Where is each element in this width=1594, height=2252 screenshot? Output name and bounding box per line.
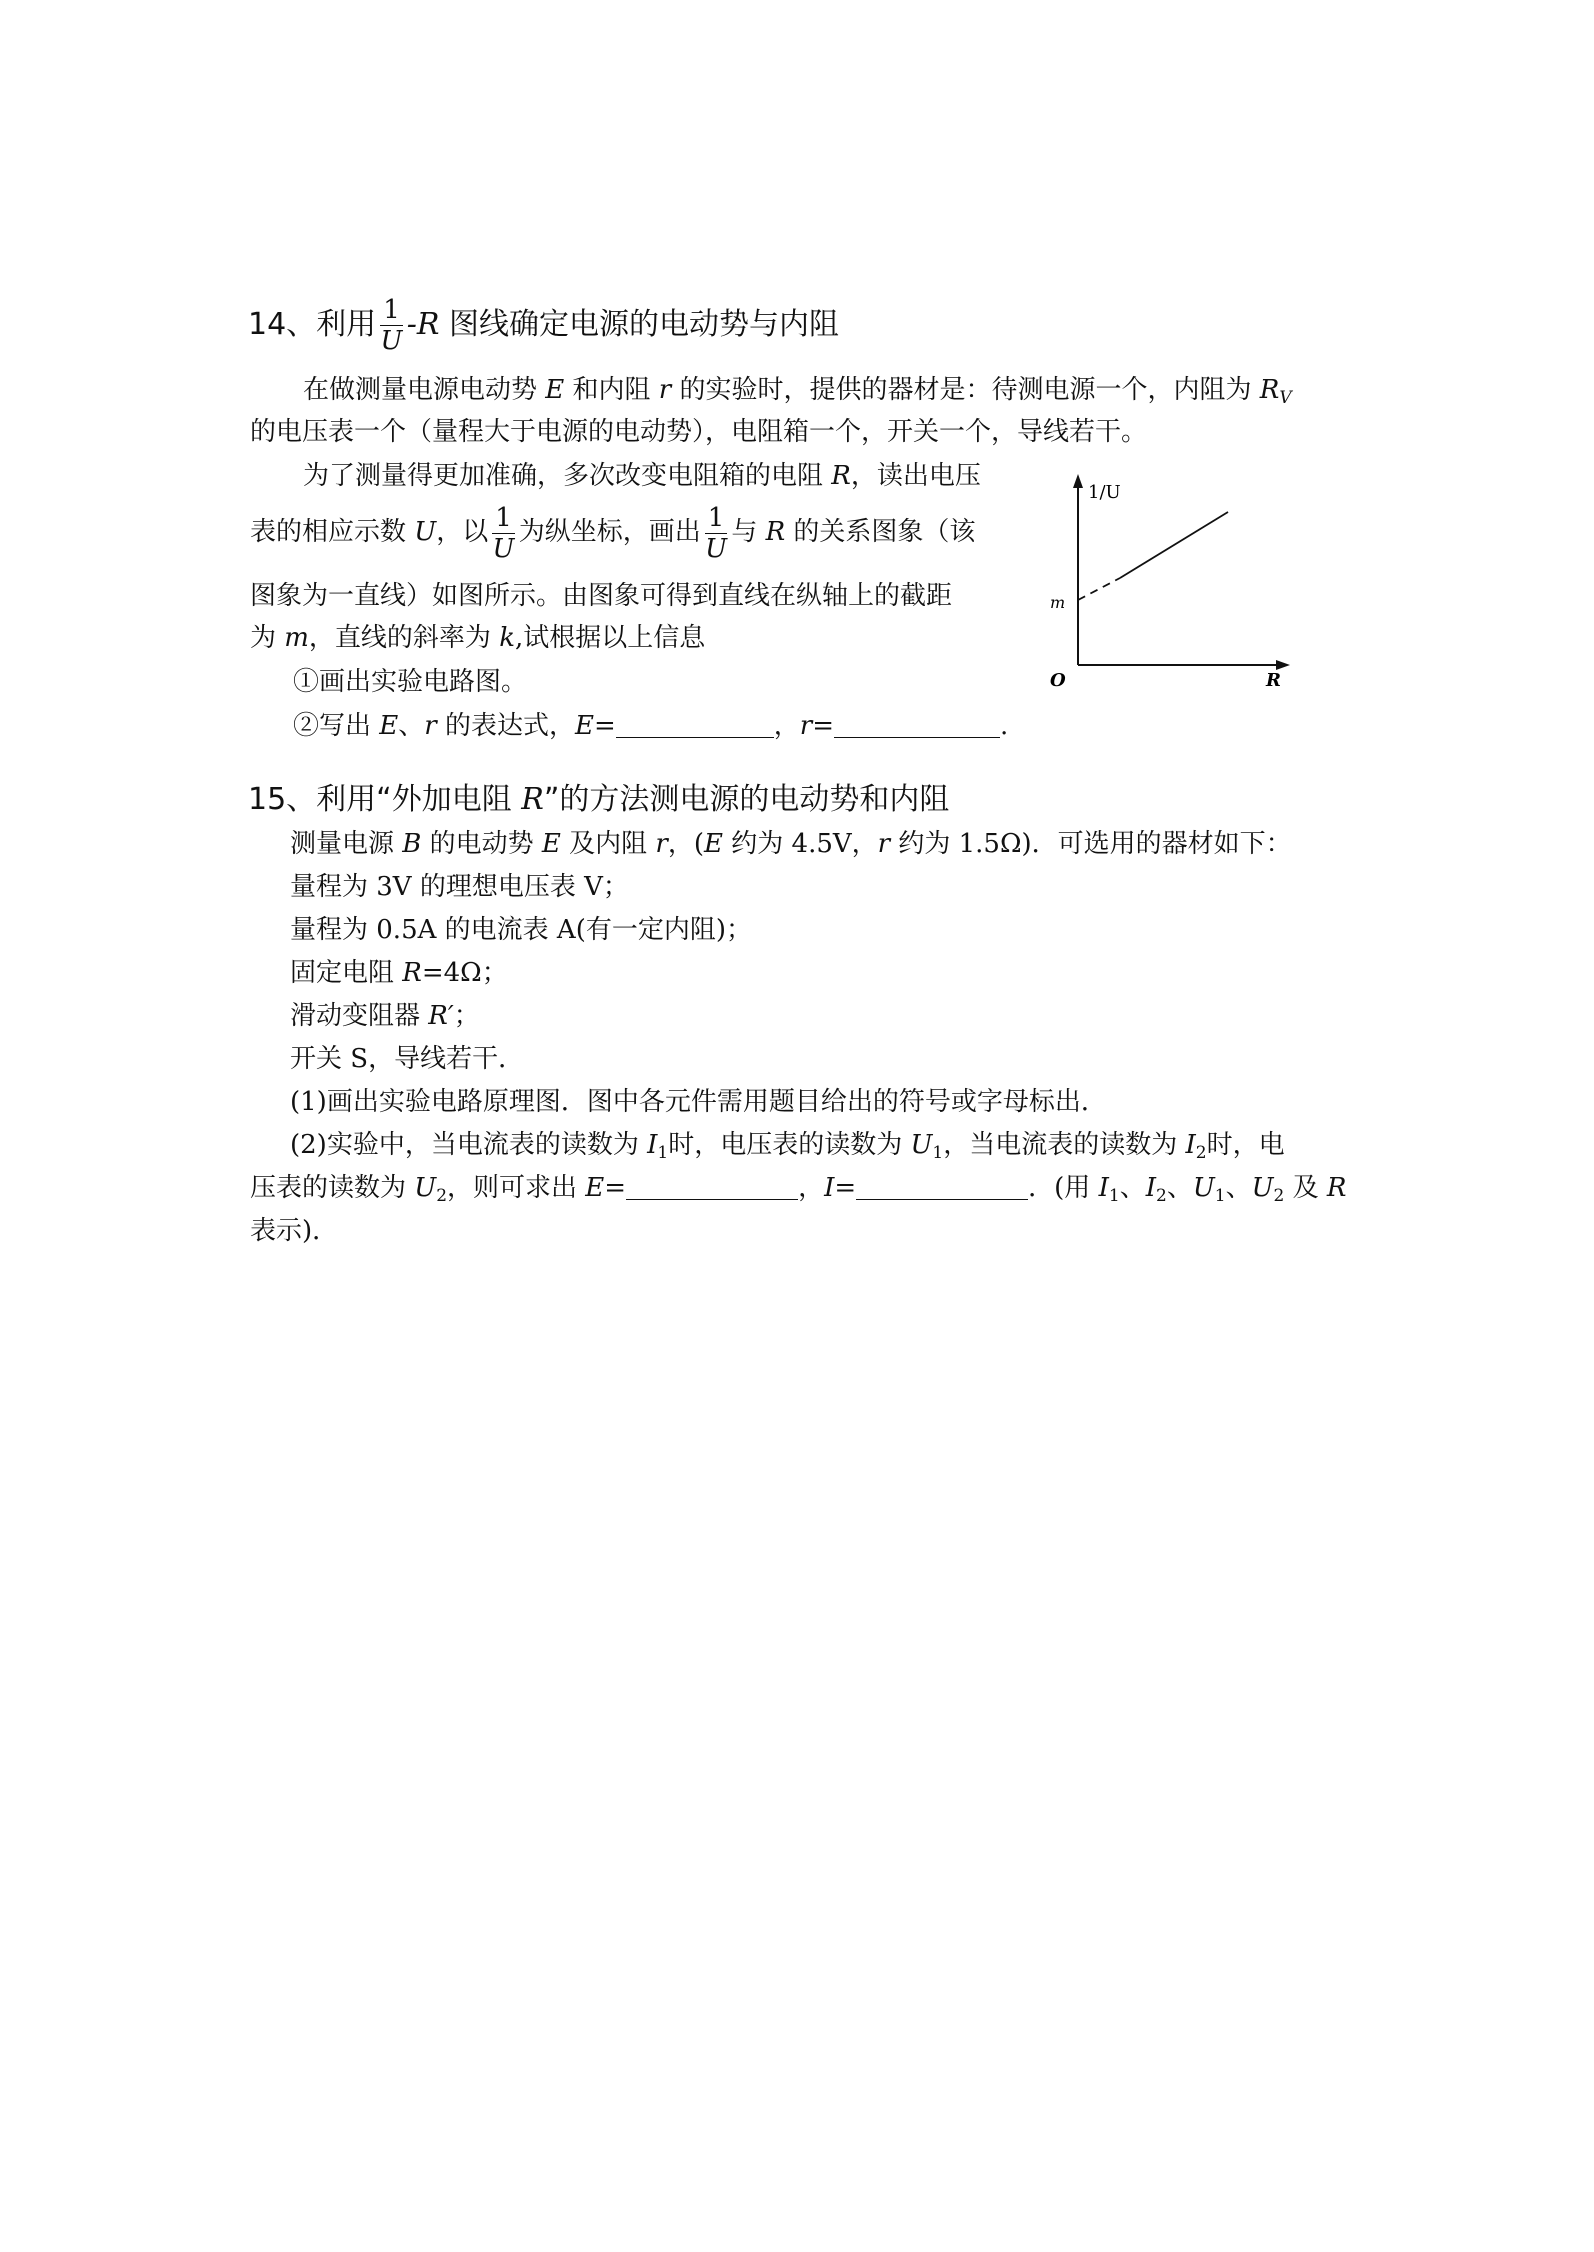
text: 、 xyxy=(398,711,425,741)
q14-heading-suffix: 图线确定电源的电动势与内阻 xyxy=(439,307,840,342)
text: 压表的读数为 xyxy=(250,1173,415,1203)
var-r: r xyxy=(655,829,668,859)
extrapolated-line xyxy=(1078,578,1120,600)
fraction-1-over-U xyxy=(492,503,515,564)
text: 、 xyxy=(1119,1173,1146,1203)
q15-line-4 xyxy=(290,955,508,991)
q15-line-1 xyxy=(290,826,1292,862)
text: 测量电源 xyxy=(290,829,403,859)
text: 为了测量得更加准确，多次改变电阻箱的电阻 xyxy=(303,461,832,491)
one-over-u-vs-r-graph xyxy=(1040,470,1300,690)
var-U: U xyxy=(414,1173,437,1203)
text: 为 xyxy=(250,623,285,653)
text: ”的方法测电源的电动势和内阻 xyxy=(543,782,950,817)
x-axis-arrow xyxy=(1276,660,1290,670)
var-R: R xyxy=(765,517,786,547)
subscript: 2 xyxy=(436,1186,448,1206)
text: 、 xyxy=(1166,1173,1193,1203)
var-B: B xyxy=(402,829,422,859)
text: 约为 1.5Ω)．可选用的器材如下： xyxy=(890,829,1292,859)
q14-item-2 xyxy=(293,708,1008,744)
fraction-denominator: U xyxy=(492,533,515,564)
q15-line-6: 开关 S，导线若干． xyxy=(290,1044,525,1074)
var-E: E xyxy=(585,1173,605,1203)
text: = xyxy=(834,1173,857,1203)
var-U: U xyxy=(1251,1173,1274,1203)
answer-blank-I[interactable] xyxy=(856,1173,1028,1200)
var-U: U xyxy=(1192,1173,1215,1203)
text: (2)实验中，当电流表的读数为 xyxy=(290,1130,648,1160)
var-r: r xyxy=(877,829,891,859)
q14-paragraph-line-1 xyxy=(303,372,1292,408)
subscript: 1 xyxy=(1214,1186,1226,1206)
text: 的关系图象（该 xyxy=(785,517,976,547)
text: ，则可求出 xyxy=(447,1173,586,1203)
answer-blank-E[interactable] xyxy=(616,711,774,738)
q15-line-10: 表示)． xyxy=(250,1216,339,1246)
text: 和内阻 xyxy=(564,375,659,405)
y-axis-label: 1/U xyxy=(1088,482,1121,503)
text: = xyxy=(604,1173,627,1203)
text: 及 xyxy=(1284,1173,1327,1203)
subscript: V xyxy=(1279,388,1292,408)
subscript: 2 xyxy=(1273,1186,1285,1206)
fraction-numerator: 1 xyxy=(705,503,728,534)
var-U: U xyxy=(414,517,437,547)
text: 的电动势 xyxy=(421,829,542,859)
var-I: I xyxy=(1098,1173,1109,1203)
var-E: E xyxy=(704,829,723,859)
q14-heading xyxy=(248,295,839,356)
var-k: k xyxy=(499,623,515,653)
var-R: R xyxy=(1259,375,1280,405)
var-R: R xyxy=(1326,1173,1347,1203)
text: ， xyxy=(798,1173,825,1203)
text: = xyxy=(593,711,616,741)
text: ， xyxy=(773,711,800,741)
q15-line-7: (1)画出实验电路原理图．图中各元件需用题目给出的符号或字母标出． xyxy=(290,1087,1107,1117)
subscript: 1 xyxy=(1108,1186,1120,1206)
var-E: E xyxy=(379,711,399,741)
var-R: R xyxy=(831,461,851,491)
q15-line-5 xyxy=(290,998,480,1034)
q14-heading-prefix: 14、利用 xyxy=(248,307,377,342)
text: 与 xyxy=(731,517,766,547)
text: ,试根据以上信息 xyxy=(514,623,706,653)
q15-heading xyxy=(248,780,949,820)
q14-paragraph-line-4 xyxy=(250,502,975,564)
text: 及内阻 xyxy=(560,829,656,859)
fraction-numerator: 1 xyxy=(380,295,403,326)
text: ．(用 xyxy=(1028,1173,1099,1203)
var-m: m xyxy=(284,623,309,653)
var-r: r xyxy=(658,375,672,405)
q15-line-2: 量程为 3V 的理想电压表 V； xyxy=(290,872,629,902)
text: = xyxy=(812,711,834,741)
subscript: 1 xyxy=(932,1143,944,1163)
text: . xyxy=(1000,711,1009,741)
fraction-1-over-U xyxy=(705,503,728,564)
q14-paragraph-line-3 xyxy=(303,458,981,494)
answer-blank-r[interactable] xyxy=(834,711,1000,738)
q14-paragraph-line-5: 图象为一直线）如图所示。由图象可得到直线在纵轴上的截距 xyxy=(250,581,953,611)
var-I: I xyxy=(1145,1173,1156,1203)
text: 固定电阻 xyxy=(290,958,403,988)
text: 滑动变阻器 xyxy=(290,1001,429,1031)
text: ，直线的斜率为 xyxy=(308,623,500,653)
var-E: E xyxy=(545,375,565,405)
answer-blank-E[interactable] xyxy=(626,1173,798,1200)
var-R-prime: R′ xyxy=(428,1001,454,1031)
var-E: E xyxy=(574,711,594,741)
q15-line-8 xyxy=(290,1127,1285,1163)
text: 时，电压表的读数为 xyxy=(668,1130,911,1160)
var-E: E xyxy=(541,829,561,859)
text: 为纵坐标，画出 xyxy=(518,517,701,547)
text: ，( xyxy=(667,829,705,859)
x-axis-label: R xyxy=(1266,670,1281,690)
var-R: R xyxy=(521,782,544,817)
subscript: 2 xyxy=(1195,1143,1207,1163)
text: 在做测量电源电动势 xyxy=(303,375,546,405)
q15-line-3: 量程为 0.5A 的电流表 A(有一定内阻)； xyxy=(290,915,752,945)
text: =4Ω； xyxy=(421,958,508,988)
text: ； xyxy=(453,1001,480,1031)
q14-paragraph-line-2: 的电压表一个（量程大于电源的电动势），电阻箱一个，开关一个，导线若干。 xyxy=(250,417,1148,447)
text: 的实验时，提供的器材是：待测电源一个，内阻为 xyxy=(671,375,1260,405)
y-axis-arrow xyxy=(1073,474,1083,488)
var-I: I xyxy=(647,1130,658,1160)
text: ，读出电压 xyxy=(850,461,981,491)
data-line xyxy=(1120,512,1228,578)
var-R: R xyxy=(402,958,422,988)
text: 约为 4.5V， xyxy=(723,829,878,859)
text: 15、利用“外加电阻 xyxy=(248,782,522,817)
var-r: r xyxy=(424,711,437,741)
q14-paragraph-line-6 xyxy=(250,620,705,656)
q15-line-9 xyxy=(250,1170,1346,1206)
text: ，以 xyxy=(436,517,489,547)
fraction-denominator: U xyxy=(705,533,727,564)
text: 表的相应示数 xyxy=(250,517,415,547)
q14-item-1: ①画出实验电路图。 xyxy=(293,667,528,697)
text: ②写出 xyxy=(293,711,380,741)
fraction-numerator: 1 xyxy=(492,503,515,534)
var-r: r xyxy=(799,711,813,741)
q14-heading-fraction xyxy=(380,295,403,356)
text: 时，电 xyxy=(1206,1130,1285,1160)
text: 、 xyxy=(1225,1173,1252,1203)
origin-label: O xyxy=(1050,670,1066,690)
var-I: I xyxy=(824,1173,835,1203)
text: ，当电流表的读数为 xyxy=(943,1130,1186,1160)
var-U: U xyxy=(910,1130,933,1160)
fraction-denominator: U xyxy=(380,326,403,356)
subscript: 1 xyxy=(657,1143,669,1163)
var-I: I xyxy=(1185,1130,1196,1160)
subscript: 2 xyxy=(1155,1186,1167,1206)
intercept-label: m xyxy=(1050,593,1066,612)
q14-heading-var: -R xyxy=(406,307,440,342)
text: 的表达式， xyxy=(436,711,575,741)
